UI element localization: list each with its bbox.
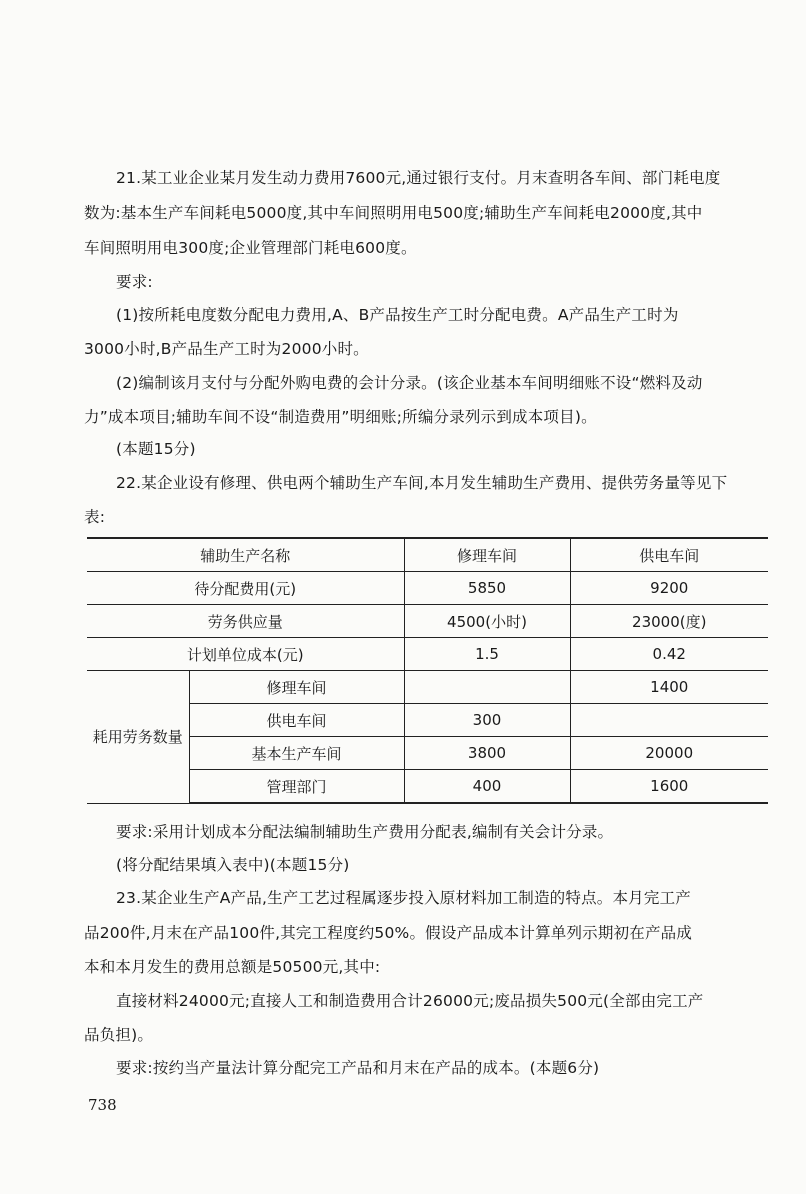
q23-line-5: 品负担)。 <box>84 1026 154 1044</box>
table-row <box>87 572 768 605</box>
auxiliary-production-table <box>87 537 768 804</box>
row-repair-value <box>404 671 570 704</box>
page-number: 738 <box>88 1096 117 1114</box>
q22-line-1: 22.某企业设有修理、供电两个辅助生产车间,本月发生辅助生产费用、提供劳务量等见下 <box>116 474 728 492</box>
table-row <box>87 737 768 770</box>
row-repair-value: 400 <box>404 770 570 804</box>
row-repair-value: 300 <box>404 704 570 737</box>
row-label: 计划单位成本(元) <box>87 638 404 671</box>
q21-requirement-1a: (1)按所耗电度数分配电力费用,A、B产品按生产工时分配电费。A产品生产工时为 <box>116 306 679 324</box>
q21-line-3: 车间照明用电300度;企业管理部门耗电600度。 <box>84 239 417 257</box>
row-label: 基本生产车间 <box>189 737 404 770</box>
row-repair-value: 1.5 <box>404 638 570 671</box>
row-label: 待分配费用(元) <box>87 572 404 605</box>
q22-requirement: 要求:采用计划成本分配法编制辅助生产费用分配表,编制有关会计分录。 <box>116 823 614 841</box>
table-row <box>87 770 768 804</box>
q22-line-2: 表: <box>84 508 106 526</box>
group-label-cell: 耗用劳务数量 <box>87 671 189 804</box>
table-row <box>87 638 768 671</box>
q22-score: (将分配结果填入表中)(本题15分) <box>116 856 350 874</box>
row-label: 供电车间 <box>189 704 404 737</box>
row-power-value: 23000(度) <box>570 605 768 638</box>
q23-line-1: 23.某企业生产A产品,生产工艺过程属逐步投入原材料加工制造的特点。本月完工产 <box>116 889 691 907</box>
q23-line-2: 品200件,月末在产品100件,其完工程度约50%。假设产品成本计算单列示期初在产品成 <box>84 924 693 942</box>
q21-requirement-2a: (2)编制该月支付与分配外购电费的会计分录。(该企业基本车间明细账不设“燃料及动 <box>116 374 703 392</box>
header-name-cell: 辅助生产名称 <box>87 538 404 572</box>
header-repair-cell: 修理车间 <box>404 538 570 572</box>
row-label: 管理部门 <box>189 770 404 804</box>
row-power-value: 1600 <box>570 770 768 804</box>
row-power-value: 20000 <box>570 737 768 770</box>
table-row <box>87 605 768 638</box>
q23-line-3: 本和本月发生的费用总额是50500元,其中: <box>84 958 381 976</box>
row-label: 劳务供应量 <box>87 605 404 638</box>
row-power-value <box>570 704 768 737</box>
q21-score: (本题15分) <box>116 440 196 458</box>
table-row <box>87 671 768 704</box>
row-repair-value: 5850 <box>404 572 570 605</box>
row-power-value: 0.42 <box>570 638 768 671</box>
row-label: 修理车间 <box>189 671 404 704</box>
q21-requirement-1b: 3000小时,B产品生产工时为2000小时。 <box>84 340 369 358</box>
q21-line-2: 数为:基本生产车间耗电5000度,其中车间照明用电500度;辅助生产车间耗电2000度,其中 <box>84 204 703 222</box>
q21-requirement-label: 要求: <box>116 273 153 291</box>
row-repair-value: 4500(小时) <box>404 605 570 638</box>
row-repair-value: 3800 <box>404 737 570 770</box>
row-power-value: 1400 <box>570 671 768 704</box>
q21-requirement-2b: 力”成本项目;辅助车间不设“制造费用”明细账;所编分录列示到成本项目)。 <box>84 408 597 426</box>
q23-line-4: 直接材料24000元;直接人工和制造费用合计26000元;废品损失500元(全部由完工产 <box>116 992 704 1010</box>
q23-requirement: 要求:按约当产量法计算分配完工产品和月末在产品的成本。(本题6分) <box>116 1059 600 1077</box>
row-power-value: 9200 <box>570 572 768 605</box>
table-header-row <box>87 538 768 572</box>
q21-line-1: 21.某工业企业某月发生动力费用7600元,通过银行支付。月末查明各车间、部门耗电度 <box>116 169 721 187</box>
header-power-cell: 供电车间 <box>570 538 768 572</box>
table-row <box>87 704 768 737</box>
